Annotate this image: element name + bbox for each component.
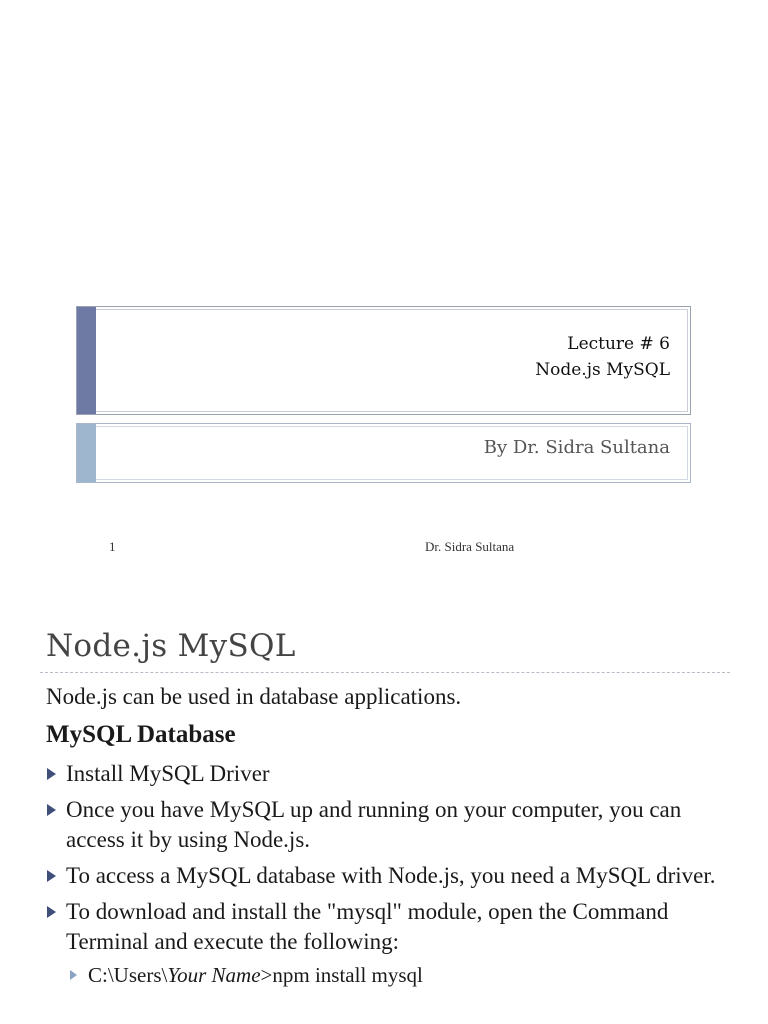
intro-text: Node.js can be used in database applications.	[46, 684, 462, 709]
command-item	[46, 961, 716, 989]
triangle-sub-bullet-icon	[70, 970, 77, 980]
title-accent-bar	[77, 307, 96, 414]
command-placeholder: Your Name	[167, 963, 261, 987]
subtitle-box	[76, 423, 691, 483]
heading-divider	[40, 672, 730, 673]
slide-title	[535, 331, 670, 383]
content-slide	[0, 600, 768, 1024]
slide-subtitle: By Dr. Sidra Sultana	[483, 437, 670, 458]
bullet-text: Install MySQL Driver	[66, 761, 270, 786]
section-heading: MySQL Database	[46, 721, 236, 748]
command-prefix: C:\Users\	[88, 963, 168, 987]
command-suffix: >npm install mysql	[260, 963, 423, 987]
lecture-number: Lecture # 6	[567, 334, 670, 354]
triangle-bullet-icon	[47, 870, 56, 882]
triangle-bullet-icon	[47, 804, 56, 816]
bullet-text: To download and install the "mysql" module, open the Command Terminal and execute the following:	[66, 899, 669, 954]
list-item	[46, 759, 716, 789]
list-item	[46, 861, 716, 891]
triangle-bullet-icon	[47, 768, 56, 780]
triangle-bullet-icon	[47, 906, 56, 918]
bullet-text: Once you have MySQL up and running on your computer, you can access it by using Node.js.	[66, 797, 682, 852]
list-item	[46, 897, 716, 957]
list-item	[46, 795, 716, 855]
title-box	[76, 306, 691, 415]
slide-heading: Node.js MySQL	[46, 628, 296, 664]
subtitle-accent-bar	[77, 424, 96, 482]
footer-author: Dr. Sidra Sultana	[425, 539, 515, 554]
lecture-topic: Node.js MySQL	[535, 360, 670, 380]
slide-number: 1	[109, 539, 116, 554]
bullet-text: To access a MySQL database with Node.js, you need a MySQL driver.	[66, 863, 716, 888]
bullet-list	[46, 759, 716, 989]
